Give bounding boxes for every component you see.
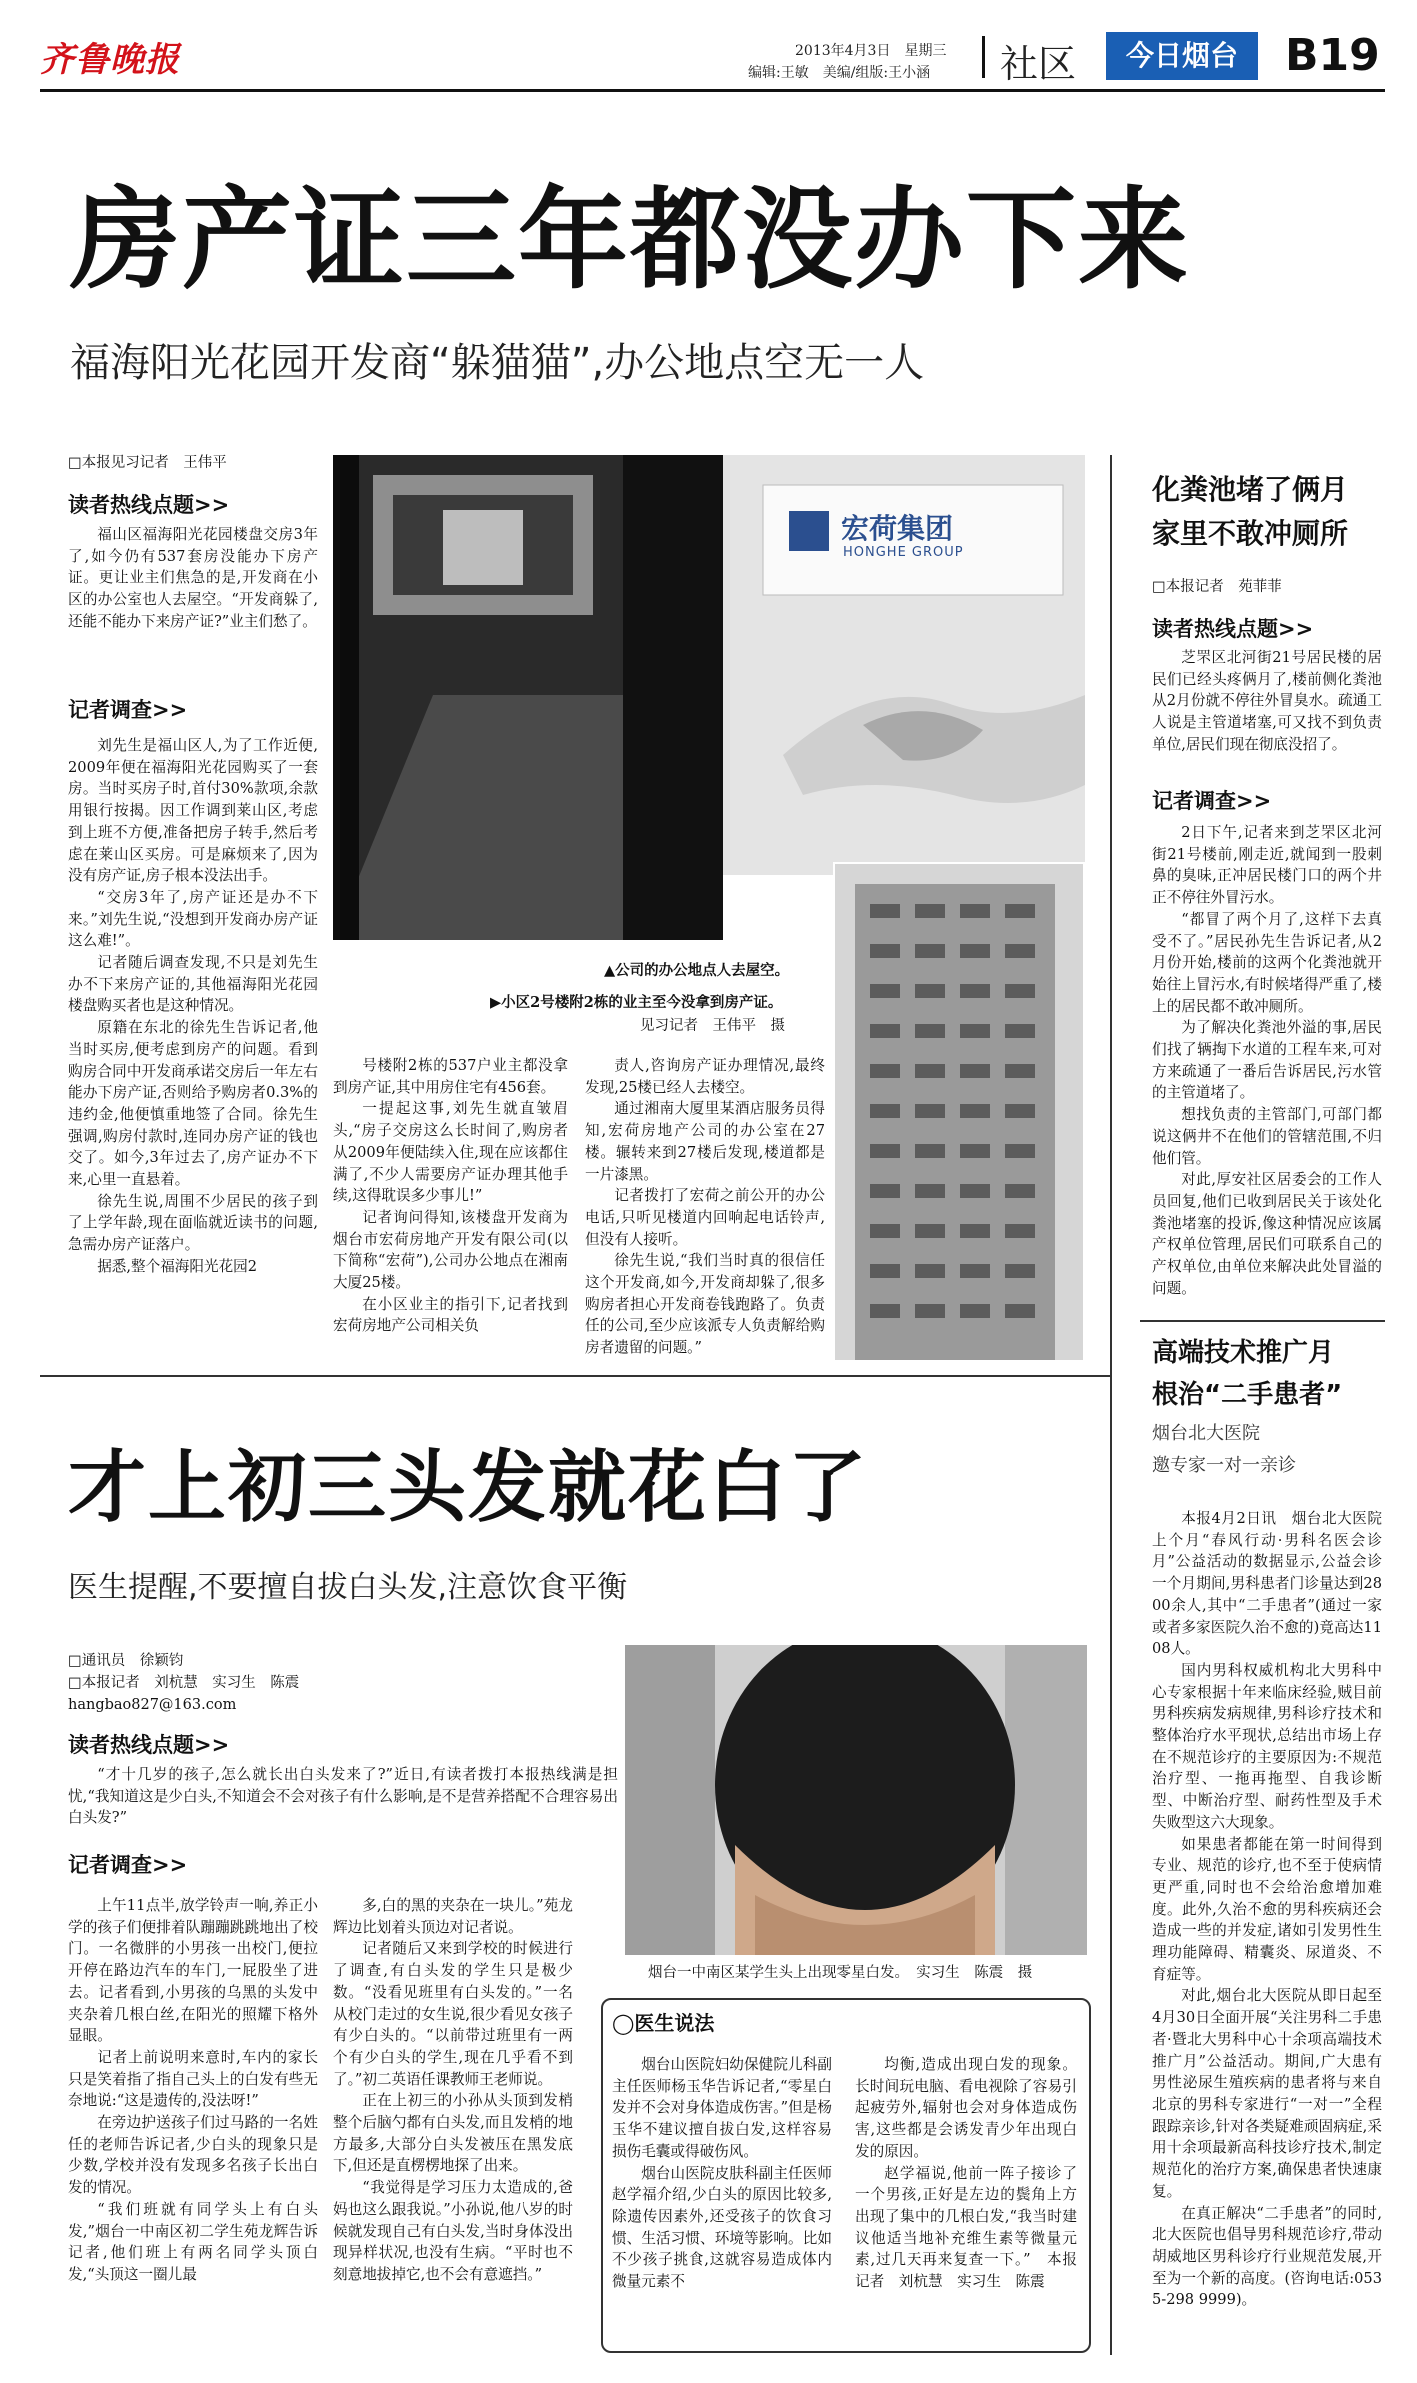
main-paragraph: 通过湘南大厦里某酒店服务员得知,宏荷房地产公司的办公室在27楼。辗转来到27楼后发现,楼道都是一片漆黑。 xyxy=(585,1100,825,1183)
main-subheadline: 福海阳光花园开发商“躲猫猫”,办公地点空无一人 xyxy=(70,340,925,386)
main-paragraph: 号楼附2栋的537户业主都没拿到房产证,其中用房住宅有456套。 xyxy=(333,1057,568,1096)
sidebar2-body xyxy=(1152,1508,1382,2311)
doctor-paragraph: 赵学福说,他前一阵子接诊了一个男孩,正好是左边的鬓角上方出现了集中的几根白发,“我当时建议他适当地补充维生素等微量元素,过几天再来复查一下。” 本报记者 刘杭慧 实习生 陈震 xyxy=(855,2164,1077,2291)
story2-column-2 xyxy=(333,1895,573,2286)
main-paragraph: “交房3年了,房产证还是办不下来。”刘先生说,“没想到开发商办房产证这么难!”。 xyxy=(68,888,318,950)
main-paragraph: 责人,咨询房产证办理情况,最终发现,25楼已经人去楼空。 xyxy=(585,1057,825,1096)
sidebar-divider xyxy=(1140,1320,1385,1322)
sidebar1-investigate-heading: 记者调查>> xyxy=(1152,789,1272,813)
sidebar2-paragraph: 如果患者都能在第一时间得到专业、规范的诊疗,也不至于使病情更严重,同时也不会给治愈增加难度。此外,久治不愈的男科疾病还会造成一些的并发症,诸如引发男性生理功能障碍、精囊炎、尿道炎、不育症等。 xyxy=(1152,1835,1382,1983)
sidebar2-paragraph: 本报4月2日讯 烟台北大医院上个月“春风行动·男科名医会诊月”公益活动的数据显示,公益会诊一个月期间,男科患者门诊量达到2800余人,其中“二手患者”(通过一家或者多家医院久治不愈的)竟高达1108人。 xyxy=(1152,1510,1382,1658)
main-paragraph: 记者询问得知,该楼盘开发商为烟台市宏荷房地产开发有限公司(以下简称“宏荷”),公司办公地点在湘南大厦25楼。 xyxy=(333,1208,568,1292)
main-hotline-heading: 读者热线点题>> xyxy=(68,493,230,517)
section-name: 社区 xyxy=(1000,42,1077,86)
story2-hotline-text xyxy=(68,1764,618,1829)
white-hair-photo xyxy=(625,1645,1087,1955)
story2-hotline-heading: 读者热线点题>> xyxy=(68,1733,230,1757)
issue-date xyxy=(795,40,946,60)
empty-office-illustration xyxy=(333,455,723,940)
main-column-3 xyxy=(585,1055,825,1359)
sidebar1-paragraph: 为了解决化粪池外溢的事,居民们找了辆掏下水道的工程车来,可对方来疏通了一番后告诉居民,污水管的主管道堵了。 xyxy=(1152,1019,1382,1102)
main-paragraph: 原籍在东北的徐先生告诉记者,他当时买房,便考虑到房产的问题。看到购房合同中开发商承诺交房后一年左右能办下房产证,否则给予购房者0.3%的违约金,他便慎重地签了合同。徐先生强调,购房付款时,连同办房产证的钱也交了。如今,3年过去了,房产证办不下来,心里一直悬着。 xyxy=(68,1019,318,1189)
main-hotline-text xyxy=(68,524,318,633)
story-divider xyxy=(40,1375,1110,1377)
page-number: B19 xyxy=(1285,30,1380,81)
story2-investigate-heading: 记者调查>> xyxy=(68,1853,188,1877)
main-paragraph: 记者拨打了宏荷之前公开的办公电话,只听见楼道内回响起电话铃声,但没有人接听。 xyxy=(585,1187,825,1248)
main-paragraph: 记者随后调查发现,不只是刘先生办不下来房产证的,其他福海阳光花园楼盘购买者也是这种情况。 xyxy=(68,954,318,1015)
building-photo xyxy=(833,862,1085,1362)
student-head-illustration xyxy=(625,1645,1087,1955)
story2-paragraph: “我们班就有同学头上有白头发,”烟台一中南区初二学生苑龙辉告诉记者,他们班上有两名同学头顶白发,“头顶这一圈儿最 xyxy=(68,2200,318,2283)
sidebar2-headline xyxy=(1152,1332,1342,1416)
main-paragraph: 据悉,整个福海阳光花园2 xyxy=(97,1257,258,1275)
sidebar2-headline-line2: 根治“二手患者” xyxy=(1152,1380,1343,1410)
story2-hotline-paragraph: “才十几岁的孩子,怎么就长出白头发来了?”近日,有读者拨打本报热线满是担忧,“我知道这是少白头,不知道会不会对孩子有什么影响,是不是营养搭配不合理容易出白头发?” xyxy=(68,1766,618,1827)
sidebar1-byline: □本报记者 苑菲菲 xyxy=(1152,579,1282,595)
main-paragraph: 一提起这事,刘先生就直皱眉头,“房子交房这么长时间了,购房者从2009年便陆续入住,现在应该都住满了,不少人需要房产证办理其他手续,这得耽误多少事儿!” xyxy=(333,1100,568,1205)
sidebar1-paragraph: “都冒了两个月了,这样下去真受不了。”居民孙先生告诉记者,从2月份开始,楼前的这两个化粪池就开始往上冒污水,有时候堵得严重了,楼上的居民都不敢冲厕所。 xyxy=(1152,910,1382,1015)
story2-paragraph: “我觉得是学习压力太造成的,爸妈也这么跟我说。”小孙说,他八岁的时候就发现自己有白头发,当时身体没出现异样状况,也没有生病。“平时也不刻意地拔掉它,也不会有意遮挡。” xyxy=(333,2179,573,2283)
story2-column-1 xyxy=(68,1895,318,2286)
main-column-2 xyxy=(333,1055,568,1337)
column-badge xyxy=(1106,32,1258,80)
masthead xyxy=(0,0,1417,90)
company-sign-photo xyxy=(723,455,1085,875)
doctor-column-2 xyxy=(855,2054,1077,2293)
newspaper-logo: 齐鲁晚报 xyxy=(40,40,180,80)
story2-byline-reporter: □本报记者 刘杭慧 实习生 陈震 xyxy=(68,1675,300,1691)
main-paragraph: 徐先生说,周围不少居民的孩子到了上学年龄,现在面临就近读书的问题,急需办房产证落户。 xyxy=(68,1192,318,1254)
column-divider xyxy=(1110,455,1112,2355)
sidebar2-subheadline-line1: 烟台北大医院 xyxy=(1152,1423,1260,1444)
story2-email: hangbao827@163.com xyxy=(68,1697,237,1713)
sidebar2-subheadline-line2: 邀专家一对一亲诊 xyxy=(1152,1455,1296,1476)
editor-credits: 编辑:王敏 美编/组版:王小涵 xyxy=(748,65,931,81)
column-badge-label: 今日烟台 xyxy=(1125,39,1238,72)
sidebar2-headline-line1: 高端技术推广月 xyxy=(1152,1338,1335,1368)
sidebar2-paragraph: 国内男科权威机构北大男科中心专家根据十年来临床经验,贼目前男科疾病发病规律,男科诊疗技术和整体治疗水平现状,总结出市场上存在不规范诊疗的主要原因为:不规范治疗型、一拖再拖型、自我诊断型、中断治疗型、耐药性型及手术失败型这六大现象。 xyxy=(1152,1661,1382,1831)
sidebar1-headline-line2: 家里不敢冲厕所 xyxy=(1152,517,1349,550)
story2-paragraph: 正在上初三的小孙从头顶到发梢整个后脑勺都有白头发,而且发梢的地方最多,大部分白头发被压在黑发底下,但还是直楞楞地探了出来。 xyxy=(333,2092,573,2175)
story2-headline: 才上初三头发就花白了 xyxy=(68,1443,869,1533)
sign-company-name: 宏荷集团 xyxy=(841,512,954,545)
sidebar2-paragraph: 对此,烟台北大医院从即日起至4月30日全面开展“关注男科二手患者·暨北大男科中心十余项高端技术推广月”公益活动。期间,广大患有男性泌尿生殖疾病的患者将与来自北京的男科专家进行“一对一”全程跟踪亲诊,针对各类疑难顽固病症,采用十余项最新高科技诊疗技术,制定规范化的治疗方案,确保患者快速康复。 xyxy=(1152,1987,1382,2200)
photo-caption-office: ▲公司的办公地点人去屋空。 xyxy=(604,962,790,979)
sidebar1-hotline-heading: 读者热线点题>> xyxy=(1152,617,1314,641)
main-paragraph: 在小区业主的指引下,记者找到宏荷房地产公司相关负 xyxy=(333,1295,568,1335)
story2-paragraph: 多,白的黑的夹杂在一块儿。”苑龙辉边比划着头顶边对记者说。 xyxy=(333,1897,573,1936)
story2-paragraph: 上午11点半,放学铃声一响,养正小学的孩子们便排着队蹦蹦跳跳地出了校门。一名微胖的小男孩一出校门,便拉开停在路边汽车的车门,一屁股坐了进去。记者看到,小男孩的乌黑的头发中夹杂着几根白丝,在阳光的照耀下格外显眼。 xyxy=(68,1897,318,2045)
doctor-paragraph: 烟台山医院妇幼保健院儿科副主任医师杨玉华告诉记者,“零星白发并不会对身体造成伤害。”但是杨玉华不建议擅自拔白发,这样容易损伤毛囊或得破伤风。 xyxy=(612,2056,832,2160)
doctor-column-1 xyxy=(612,2054,832,2293)
masthead-rule xyxy=(40,89,1385,92)
story2-byline-correspondent: □通讯员 徐颖钧 xyxy=(68,1653,184,1669)
sidebar1-paragraph: 2日下午,记者来到芝罘区北河街21号楼前,刚走近,就闻到一股刺鼻的臭味,正冲居民楼门口的两个井正不停往外冒污水。 xyxy=(1152,824,1382,907)
story2-subheadline: 医生提醒,不要擅自拔白头发,注意饮食平衡 xyxy=(68,1570,628,1605)
story2-paragraph: 在旁边护送孩子们过马路的一名姓任的老师告诉记者,少白头的现象只是少数,学校并没有发现多名孩子长出白发的情况。 xyxy=(68,2114,318,2197)
main-byline: □本报见习记者 王伟平 xyxy=(68,455,227,471)
main-column-1 xyxy=(68,735,318,1278)
story2-paragraph: 记者上前说明来意时,车内的家长只是笑着指了指自己头上的白发有些无奈地说:“这是遗传的,没法呀!” xyxy=(68,2048,318,2110)
date-text: 2013年4月3日 xyxy=(795,43,891,59)
sidebar1-paragraph: 想找负责的主管部门,可部门都说这俩井不在他们的管辖范围,不归他们管。 xyxy=(1152,1106,1382,1167)
doctor-advice-heading: ◯医生说法 xyxy=(612,2011,715,2035)
high-rise-illustration xyxy=(835,864,1085,1362)
main-hotline-paragraph: 福山区福海阳光花园楼盘交房3年了,如今仍有537套房没能办下房产证。更让业主们焦急的是,开发商在小区的办公室也人去屋空。“开发商躲了,还能不能办下来房产证?”业主们愁了。 xyxy=(68,526,318,630)
photo-credit-main: 见习记者 王伟平 摄 xyxy=(640,1018,785,1034)
sign-company-english: HONGHE GROUP xyxy=(843,545,964,560)
sidebar1-hotline-text xyxy=(1152,647,1382,756)
main-paragraph: 刘先生是福山区人,为了工作近便,2009年便在福海阳光花园购买了一套房。当时买房子时,首付30%款项,余款用银行按揭。因工作调到莱山区,考虑到上班不方便,准备把房子转手,然后考虑在莱山区买房。可是麻烦来了,因为没有房产证,房子根本没法出手。 xyxy=(68,737,318,885)
doctor-paragraph: 烟台山医院皮肤科副主任医师赵学福介绍,少白头的原因比较多,除遗传因素外,还受孩子的饮食习惯、生活习惯、环境等影响。比如不少孩子挑食,这就容易造成体内微量元素不 xyxy=(612,2164,832,2291)
empty-office-photo xyxy=(333,455,723,940)
photo-caption-building: ▶小区2号楼附2栋的业主至今没拿到房产证。 xyxy=(490,994,783,1011)
sidebar1-paragraph: 对此,厚安社区居委会的工作人员回复,他们已收到居民关于该处化粪池堵塞的投诉,像这种情况应该属产权单位管理,居民们可联系自己的产权单位,由单位来解决此处冒溢的问题。 xyxy=(1152,1171,1382,1297)
main-investigate-heading: 记者调查>> xyxy=(68,698,188,722)
sidebar1-headline-line1: 化粪池堵了俩月 xyxy=(1152,473,1349,506)
photo-caption-hair: 烟台一中南区某学生头上出现零星白发。 实习生 陈震 摄 xyxy=(648,1965,1033,1981)
story2-paragraph: 记者随后又来到学校的时候进行了调查,有白头发的学生只是极少数。“没看见班里有白头发的。”一名从校门走过的女生说,很少看见女孩子有少白头的。“以前带过班里有一两个有少白头的学生,现在几乎看不到了。”初二英语任课教师王老师说。 xyxy=(333,1940,573,2088)
sidebar1-hotline-paragraph: 芝罘区北河街21号居民楼的居民们已经头疼俩月了,楼前侧化粪池从2月份就不停往外冒臭水。疏通工人说是主管道堵塞,可又找不到负责单位,居民们现在彻底没招了。 xyxy=(1152,649,1382,753)
sidebar1-body xyxy=(1152,822,1382,1299)
main-headline: 房产证三年都没办下来 xyxy=(70,176,1190,304)
main-paragraph: 徐先生说,“我们当时真的很信任这个开发商,如今,开发商却躲了,很多购房者担心开发商卷钱跑路了。负责任的公司,至少应该派专人负责解给购房者遗留的问题。” xyxy=(585,1252,825,1357)
doctor-paragraph: 均衡,造成出现白发的现象。长时间玩电脑、看电视除了容易引起疲劳外,辐射也会对身体造成伤害,这些都是会诱发青少年出现白发的原因。 xyxy=(855,2056,1077,2160)
masthead-divider xyxy=(982,36,985,78)
sidebar2-paragraph: 在真正解决“二手患者”的同时,北大医院也倡导男科规范诊疗,带动胡威地区男科诊疗行业规范发展,开至为一个新的高度。(咨询电话:0535-298 9999)。 xyxy=(1152,2204,1382,2309)
sidebar2-subheadline xyxy=(1152,1418,1296,1482)
sidebar1-headline xyxy=(1152,468,1348,556)
weekday-text: 星期三 xyxy=(904,43,947,59)
